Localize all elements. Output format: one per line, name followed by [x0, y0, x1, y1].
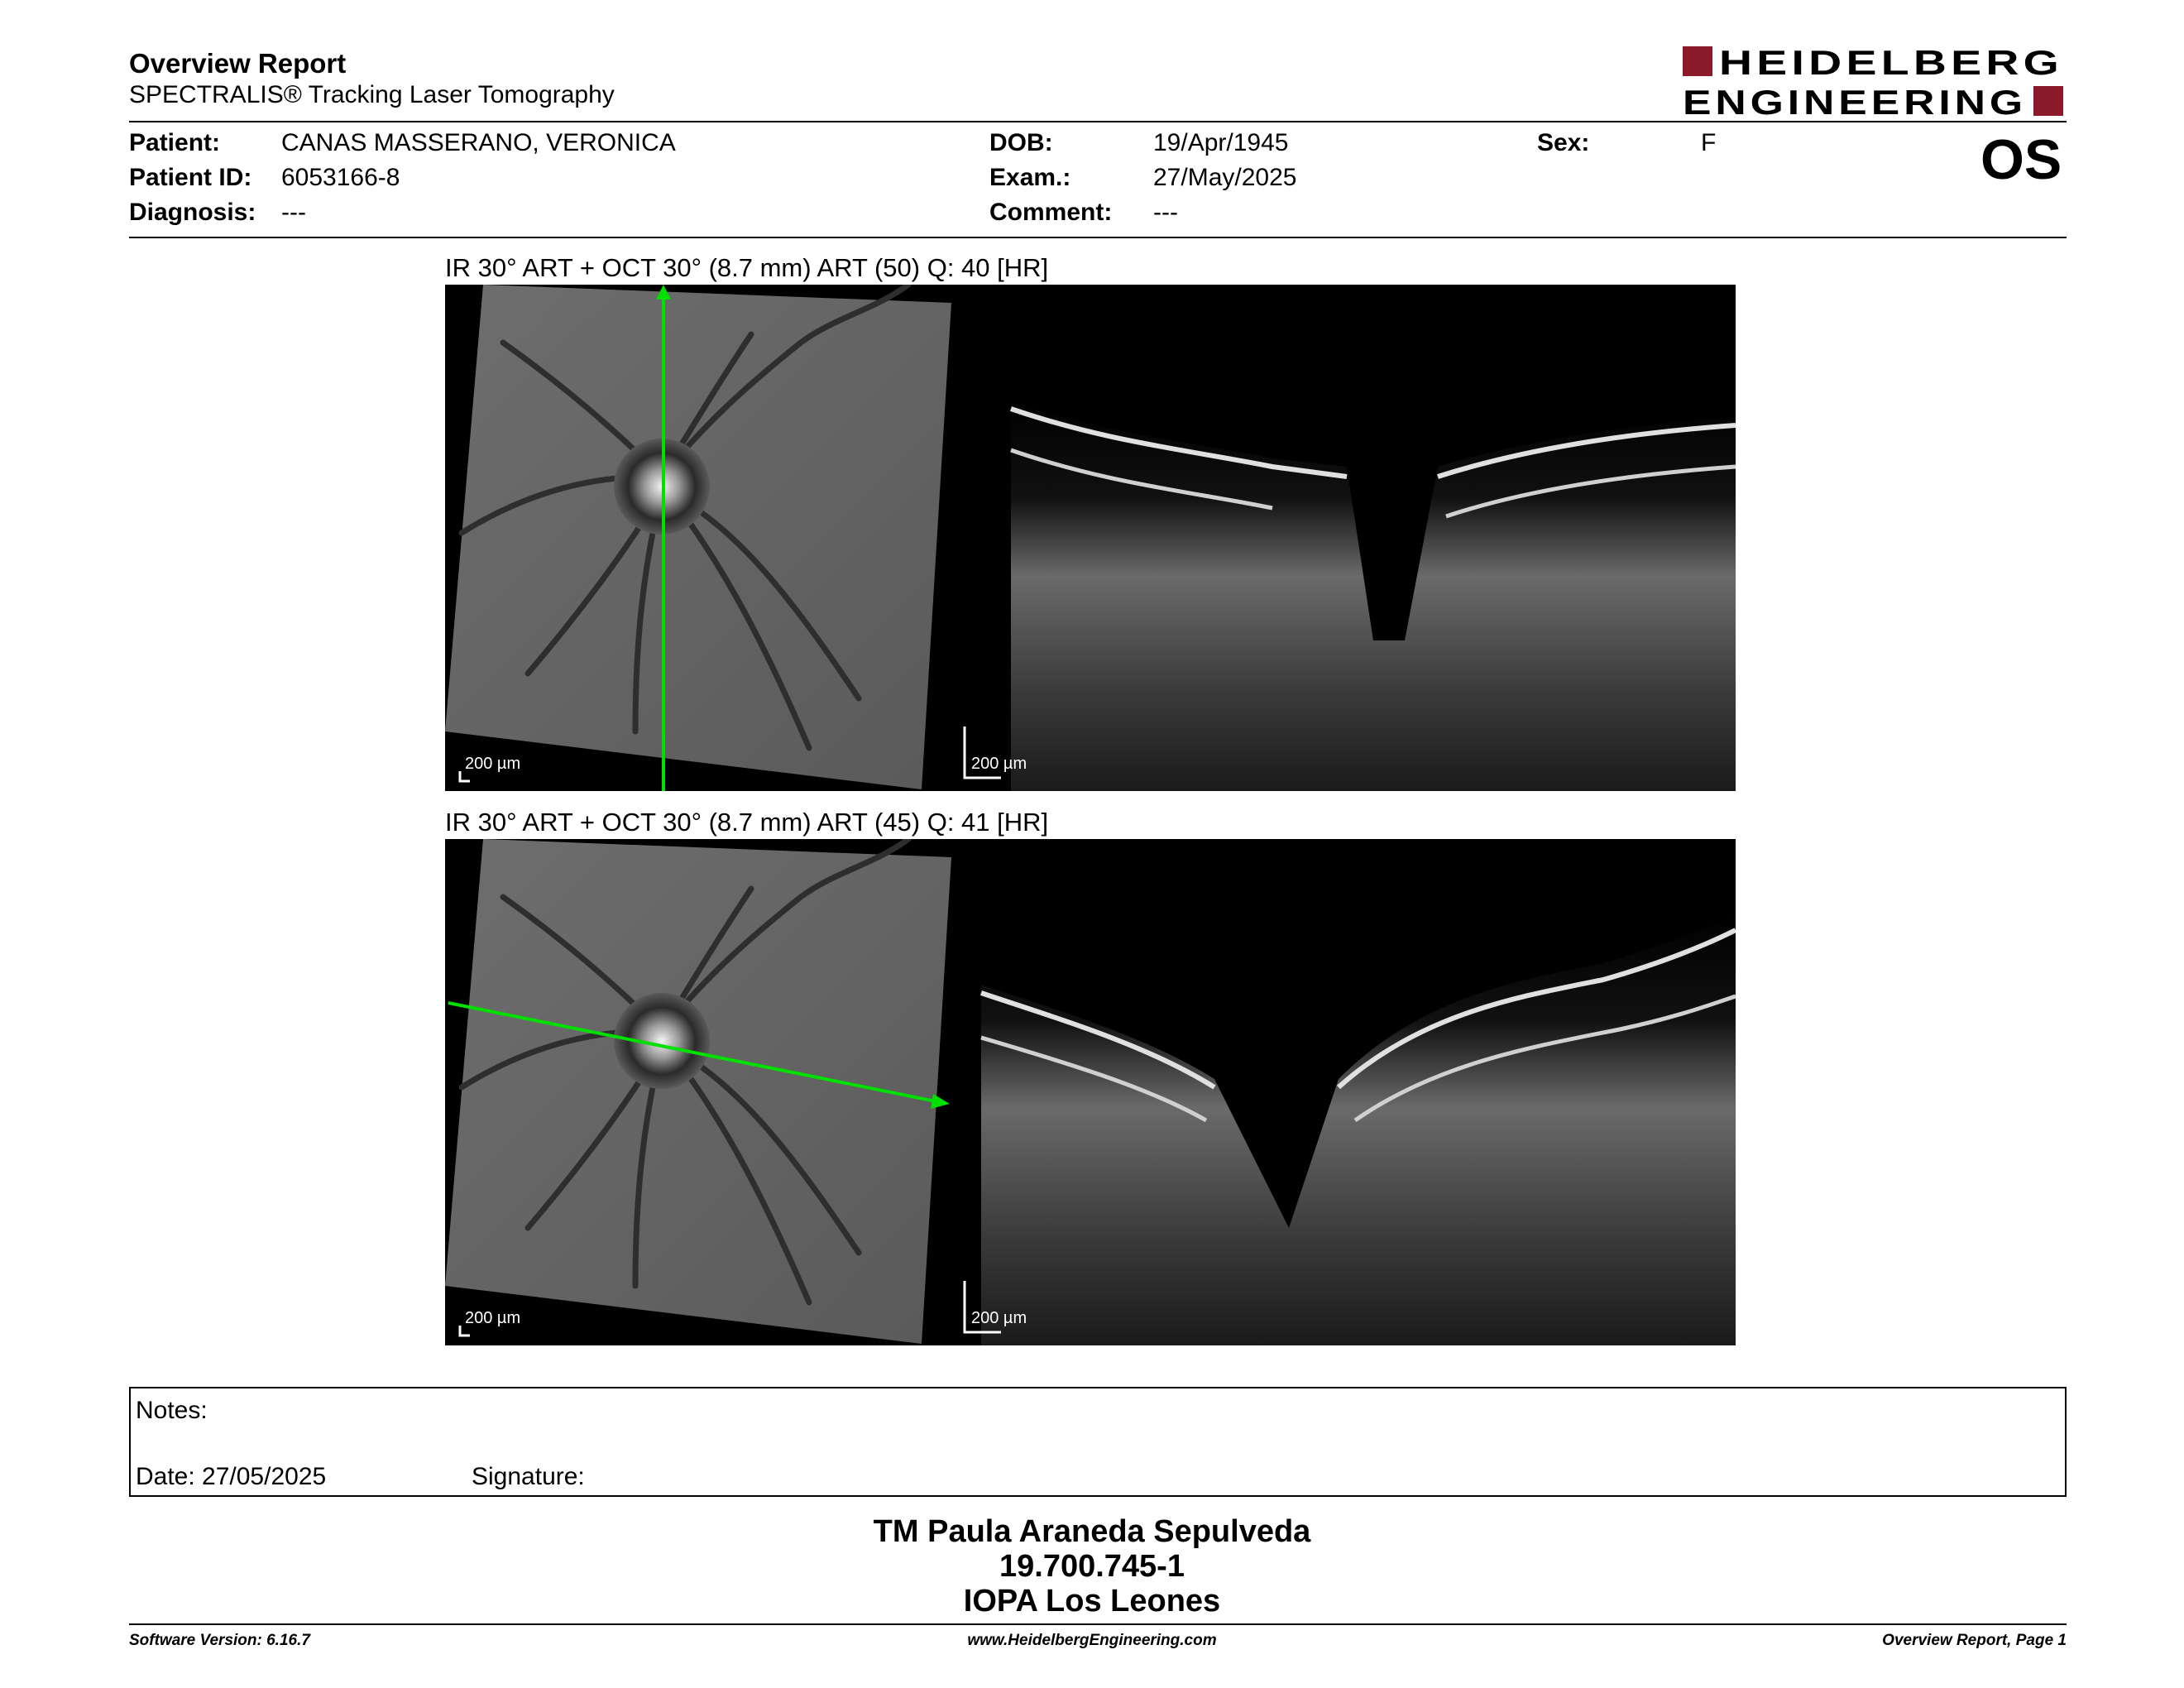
notes-date: Date: 27/05/2025	[136, 1463, 327, 1490]
comment-value: ---	[1153, 199, 1178, 226]
scan-2-images	[445, 839, 1736, 1345]
sex-value: F	[1701, 129, 1717, 156]
signer-id: 19.700.745-1	[999, 1549, 1185, 1584]
eye-indicator: OS	[1980, 128, 2062, 191]
diagnosis-value: ---	[281, 199, 306, 226]
optic-disc-2	[614, 993, 710, 1089]
software-version: Software Version: 6.16.7	[129, 1632, 310, 1649]
notes-box	[129, 1387, 2067, 1497]
exam-label: Exam.:	[989, 164, 1071, 191]
scan-1-panel	[445, 285, 1736, 791]
dob-value: 19/Apr/1945	[1153, 129, 1289, 156]
page-indicator: Overview Report, Page 1	[1882, 1632, 2067, 1649]
dob-label: DOB:	[989, 129, 1053, 156]
footer-rule	[129, 1623, 2067, 1625]
scan-2-panel	[445, 839, 1736, 1345]
signer-institution: IOPA Los Leones	[963, 1584, 1221, 1618]
header-rule	[129, 121, 2067, 122]
scan-2-oct-scale: 200 µm	[971, 1309, 1027, 1327]
scan-2-caption: IR 30° ART + OCT 30° (8.7 mm) ART (45) Q: 41 [HR]	[445, 808, 1049, 837]
patient-rule	[129, 237, 2067, 238]
report-subtitle: SPECTRALIS® Tracking Laser Tomography	[129, 81, 615, 108]
signature-label: Signature:	[472, 1463, 585, 1490]
signer-name: TM Paula Araneda Sepulveda	[873, 1514, 1311, 1549]
sex-label: Sex:	[1537, 129, 1590, 156]
patient-id-label: Patient ID:	[129, 164, 252, 191]
report-title: Overview Report	[129, 48, 347, 79]
website-link[interactable]: www.HeidelbergEngineering.com	[967, 1632, 1217, 1649]
patient-id: 6053166-8	[281, 164, 400, 191]
notes-label: Notes:	[136, 1397, 208, 1424]
scan-1-images	[445, 285, 1736, 791]
svg-text:HEIDELBERG: HEIDELBERG	[1719, 45, 2063, 82]
heidelberg-logo	[1683, 45, 2065, 117]
exam-value: 27/May/2025	[1153, 164, 1297, 191]
patient-label: Patient:	[129, 129, 221, 156]
scan-1-fundus-scale: 200 µm	[465, 755, 521, 773]
diagnosis-label: Diagnosis:	[129, 199, 256, 226]
comment-label: Comment:	[989, 199, 1113, 226]
scan-1-caption: IR 30° ART + OCT 30° (8.7 mm) ART (50) Q: 40 [HR]	[445, 253, 1049, 282]
scan-2-fundus-scale: 200 µm	[465, 1309, 521, 1327]
patient-name: CANAS MASSERANO, VERONICA	[281, 129, 676, 156]
svg-text:ENGINEERING: ENGINEERING	[1683, 83, 2027, 117]
scan-1-oct-scale: 200 µm	[971, 755, 1027, 773]
